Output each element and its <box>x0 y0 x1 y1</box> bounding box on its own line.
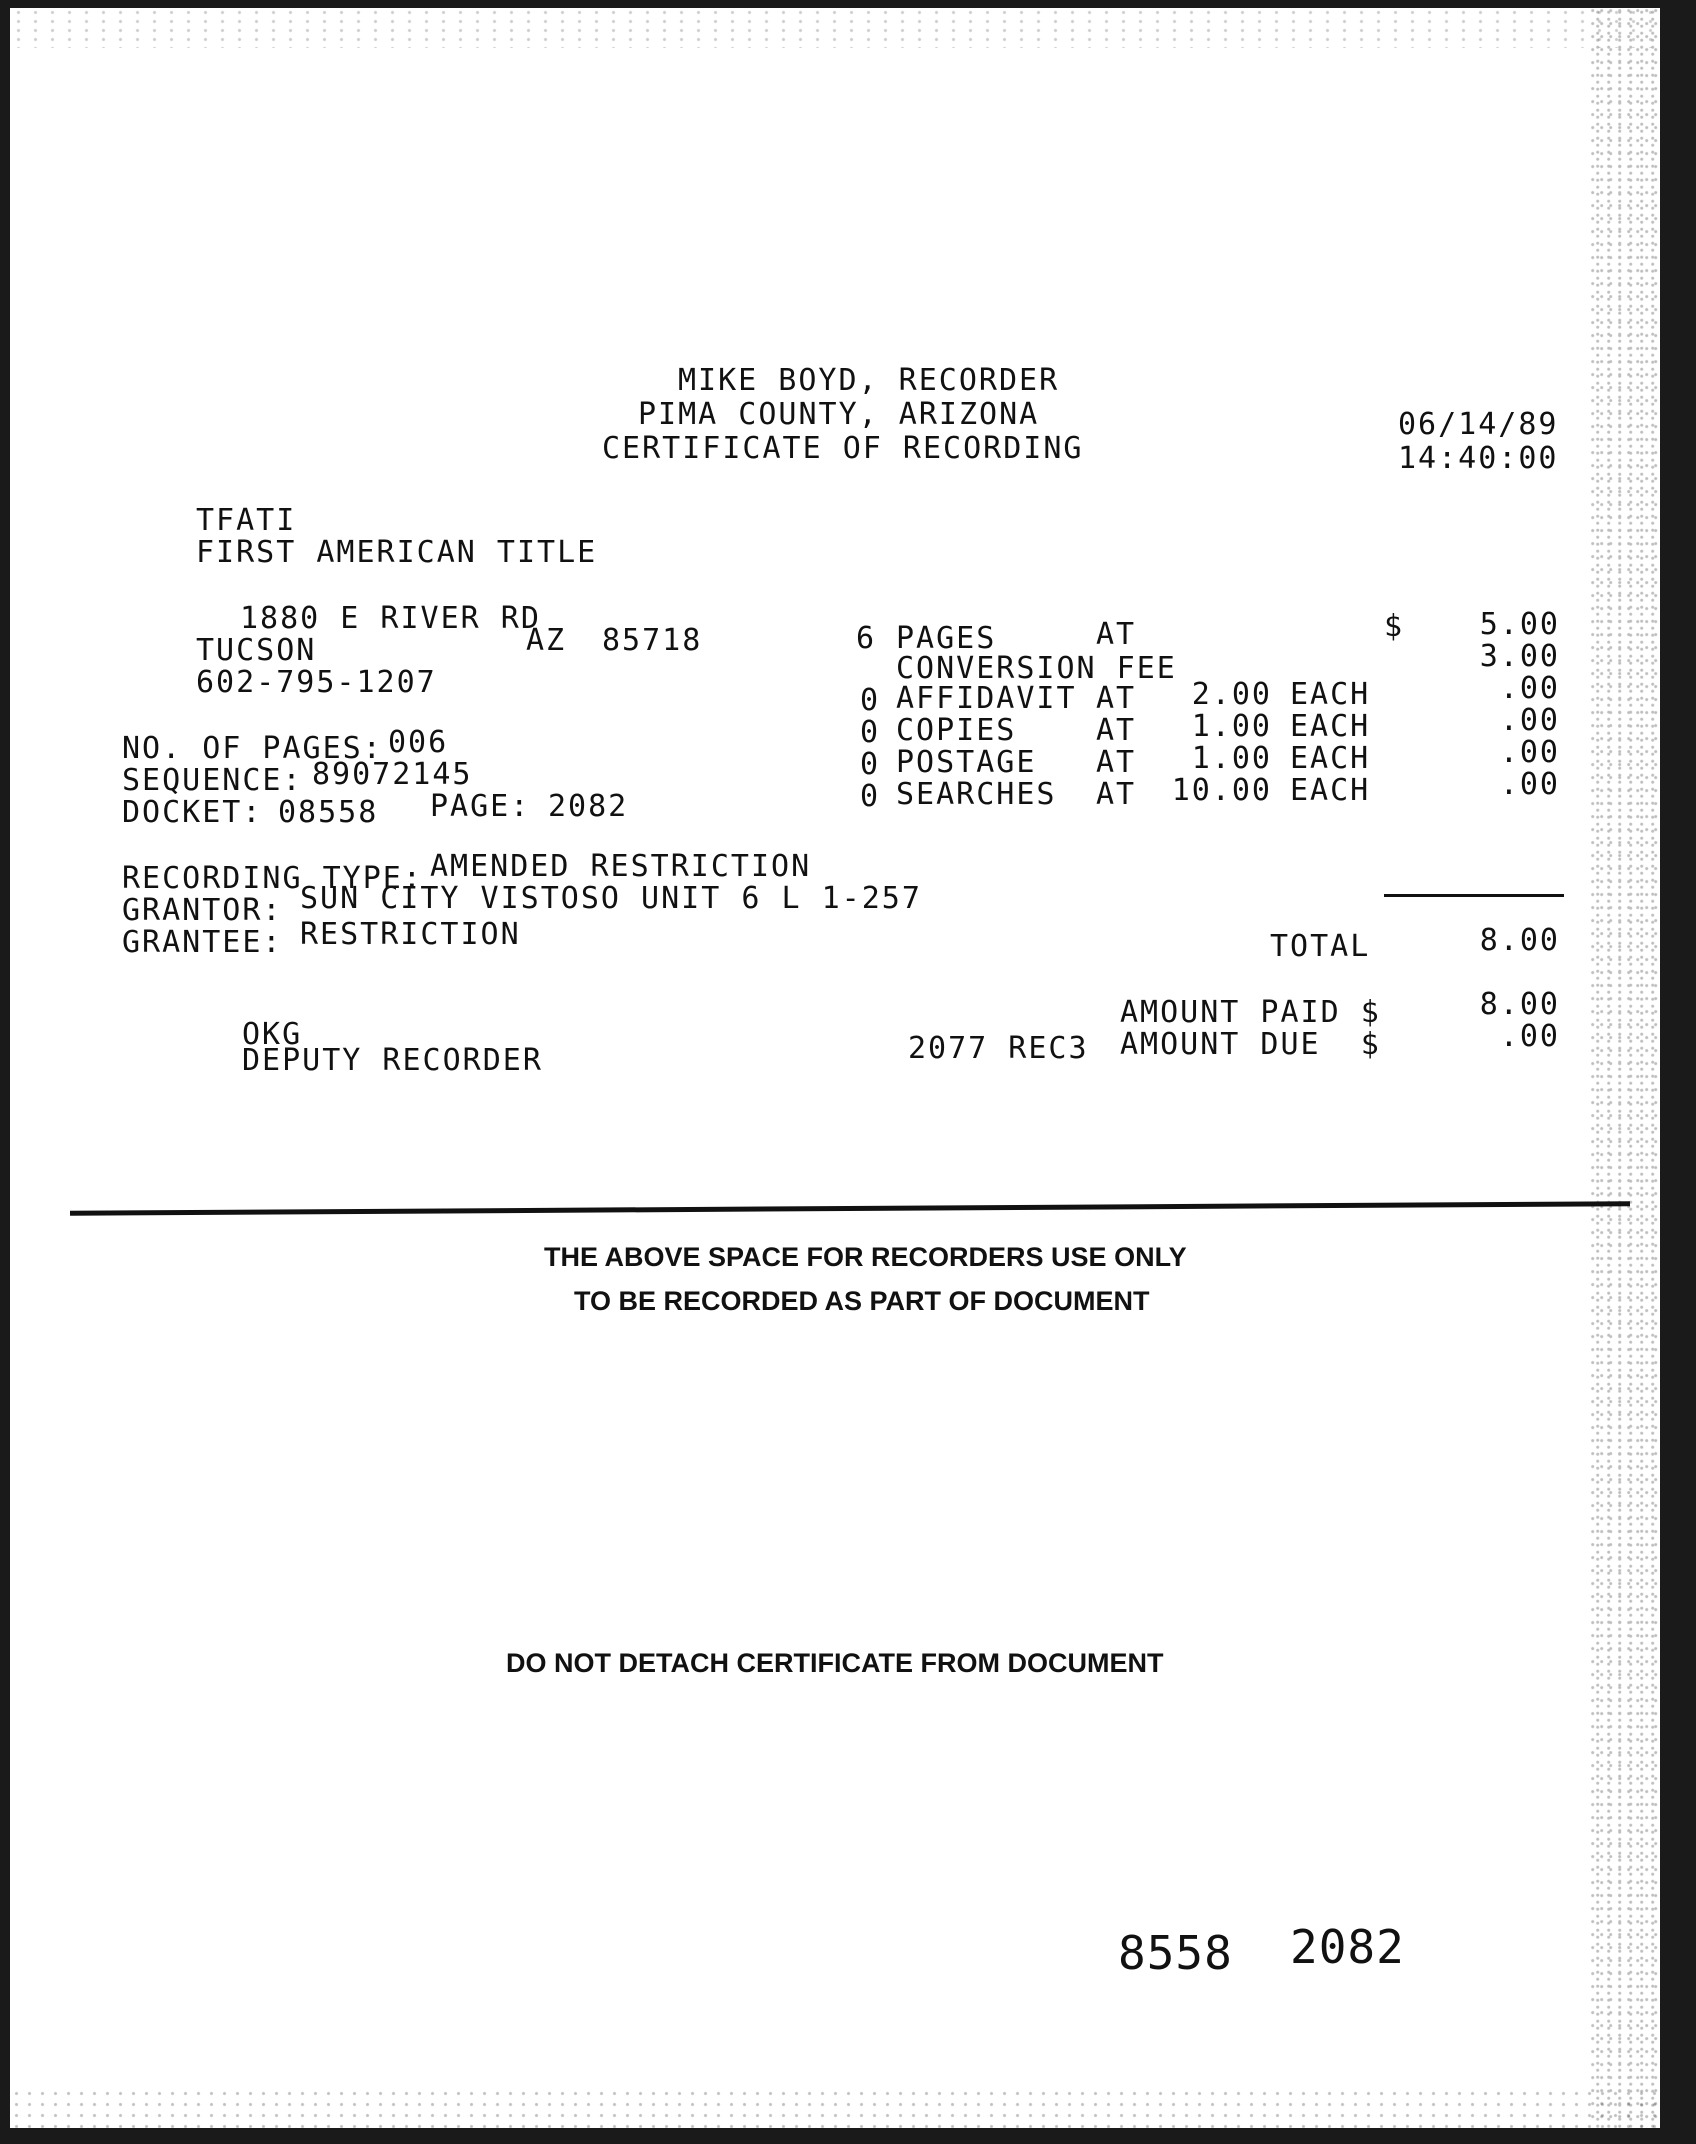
docket-value: 08558 <box>278 795 379 830</box>
pages-count-value: 006 <box>388 725 449 760</box>
page-label: PAGE: <box>430 789 531 824</box>
fee-rate: 2.00 <box>1191 677 1272 712</box>
fee-amount: .00 <box>1499 671 1560 706</box>
recorder-name: MIKE BOYD, RECORDER <box>678 363 1060 398</box>
fee-amount: 3.00 <box>1479 639 1560 674</box>
fee-qty: 0 <box>860 747 881 782</box>
grantee-value: RESTRICTION <box>300 917 521 952</box>
fee-each: EACH <box>1290 741 1371 776</box>
fee-at: AT <box>1096 617 1137 652</box>
deputy-initials: OKG <box>242 1017 303 1052</box>
addressee-street: 1880 E RIVER RD <box>240 601 541 636</box>
fee-amount: .00 <box>1499 767 1560 802</box>
fee-at: AT <box>1096 777 1137 812</box>
amount-paid-label: AMOUNT PAID $ <box>1120 995 1381 1030</box>
addressee-name: FIRST AMERICAN TITLE <box>196 535 598 570</box>
recording-type-label: RECORDING TYPE: <box>122 861 423 896</box>
fee-item: AFFIDAVIT <box>896 681 1077 716</box>
fee-each: EACH <box>1290 677 1371 712</box>
fee-item: SEARCHES <box>896 777 1057 812</box>
fee-qty: 0 <box>860 715 881 750</box>
addressee-city: TUCSON <box>196 633 317 668</box>
fee-item: PAGES <box>896 621 997 656</box>
record-date: 06/14/89 <box>1398 407 1559 442</box>
certificate-page <box>10 8 1660 2128</box>
fee-rate: 10.00 <box>1171 773 1272 808</box>
county-state: PIMA COUNTY, ARIZONA <box>638 397 1040 432</box>
fee-item: CONVERSION FEE <box>896 651 1177 686</box>
fee-item: COPIES <box>896 713 1017 748</box>
amount-due-label: AMOUNT DUE $ <box>1120 1027 1381 1062</box>
fee-dollar: $ <box>1384 609 1405 644</box>
fee-rate: 1.00 <box>1191 709 1272 744</box>
record-as-part-notice: TO BE RECORDED AS PART OF DOCUMENT <box>574 1286 1150 1316</box>
sequence-label: SEQUENCE: <box>122 763 303 798</box>
deputy-title: DEPUTY RECORDER <box>242 1043 543 1078</box>
addressee-state: AZ <box>526 623 567 658</box>
total-value: 8.00 <box>1479 923 1560 958</box>
fee-qty: 6 <box>856 621 877 656</box>
addressee-zip: 85718 <box>602 623 703 658</box>
addressee-phone: 602-795-1207 <box>196 665 437 700</box>
fee-amount: .00 <box>1499 703 1560 738</box>
page-value: 2082 <box>548 789 629 824</box>
record-time: 14:40:00 <box>1398 441 1559 476</box>
scan-noise-bottom <box>10 2088 1660 2128</box>
do-not-detach-notice: DO NOT DETACH CERTIFICATE FROM DOCUMENT <box>506 1648 1164 1678</box>
fee-at: AT <box>1096 745 1137 780</box>
fee-qty: 0 <box>860 683 881 718</box>
certificate-title: CERTIFICATE OF RECORDING <box>602 431 1084 466</box>
total-label: TOTAL <box>1270 929 1371 964</box>
grantee-label: GRANTEE: <box>122 925 283 960</box>
fee-qty: 0 <box>860 779 881 814</box>
fee-rate: 1.00 <box>1191 741 1272 776</box>
amount-due-value: .00 <box>1499 1019 1560 1054</box>
recording-type-value: AMENDED RESTRICTION <box>430 849 812 884</box>
fee-amount: 5.00 <box>1479 607 1560 642</box>
scan-noise-right <box>1590 8 1660 2128</box>
section-divider <box>70 1201 1630 1216</box>
stamp-page: 2082 <box>1290 1920 1405 1974</box>
fee-at: AT <box>1096 681 1137 716</box>
pages-count-label: NO. OF PAGES: <box>122 731 383 766</box>
docket-label: DOCKET: <box>122 795 263 830</box>
grantor-value: SUN CITY VISTOSO UNIT 6 L 1-257 <box>300 881 922 916</box>
total-rule <box>1384 894 1564 897</box>
fee-each: EACH <box>1290 773 1371 808</box>
fee-item: POSTAGE <box>896 745 1037 780</box>
recorders-use-notice: THE ABOVE SPACE FOR RECORDERS USE ONLY <box>544 1242 1187 1272</box>
grantor-label: GRANTOR: <box>122 893 283 928</box>
scan-noise-top <box>10 8 1660 48</box>
addressee-code: TFATI <box>196 503 297 538</box>
stamp-docket: 8558 <box>1118 1926 1233 1980</box>
fee-each: EACH <box>1290 709 1371 744</box>
amount-paid-value: 8.00 <box>1479 987 1560 1022</box>
fee-amount: .00 <box>1499 735 1560 770</box>
sequence-value: 89072145 <box>312 757 473 792</box>
receipt-number: 2077 REC3 <box>908 1031 1089 1066</box>
fee-at: AT <box>1096 713 1137 748</box>
